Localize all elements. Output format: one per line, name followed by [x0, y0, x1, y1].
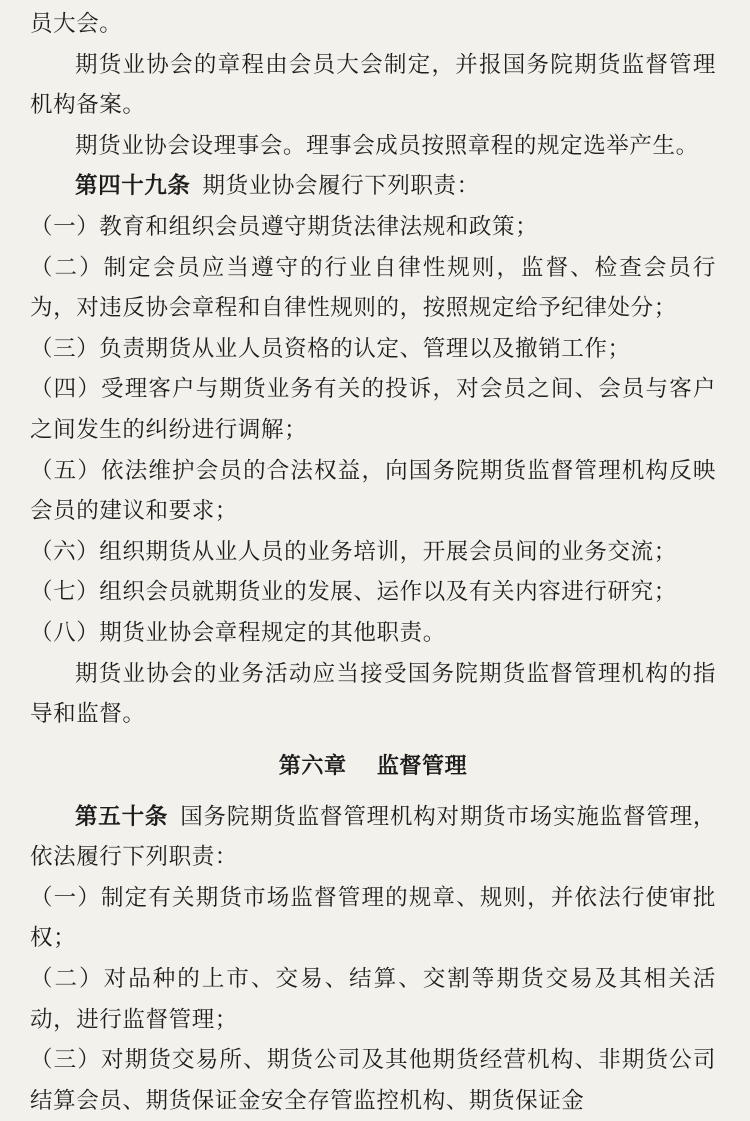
article-49-item-5: （五）依法维护会员的合法权益，向国务院期货监督管理机构反映会员的建议和要求； [30, 457, 716, 525]
article-49-item-4: （四）受理客户与期货业务有关的投诉，对会员之间、会员与客户之间发生的纠纷进行调解； [30, 376, 716, 443]
article-49-item-2: （二）制定会员应当遵守的行业自律性规则，监督、检查会员行为，对违反协会章程和自律性规则的，按照规定给予纪律处分； [30, 254, 716, 322]
paragraph-continuation: 员大会。 [30, 11, 123, 37]
chapter-heading: 第六章 监督管理 [278, 753, 468, 779]
article-50-item-3: （三）对期货交易所、期货公司及其他期货经营机构、非期货公司结算会员、期货保证金安全存管监控机构、期货保证金 [30, 1047, 716, 1114]
article-50-heading [30, 797, 716, 878]
article-50-item-1: （一）制定有关期货市场监督管理的规章、规则，并依法行使审批权； [30, 884, 716, 952]
article-49-text: 期货业协会履行下列职责： [202, 173, 480, 200]
paragraph-council: 期货业协会设理事会。理事会成员按照章程的规定选举产生。 [75, 132, 699, 159]
article-49-heading [30, 166, 716, 207]
article-49-item-3: （三）负责期货从业人员资格的认定、管理以及撤销工作； [30, 335, 631, 362]
article-49-item-8: （八）期货业协会章程规定的其他职责。 [30, 619, 446, 646]
article-49-number: 第四十九条 [75, 173, 191, 200]
article-50-number: 第五十条 [75, 803, 169, 830]
paragraph-charter: 期货业协会的章程由会员大会制定，并报国务院期货监督管理机构备案。 [30, 51, 716, 119]
article-50-text: 国务院期货监督管理机构对期货市场实施监督管理，依法履行下列职责： [30, 803, 716, 871]
article-49-item-7: （七）组织会员就期货业的发展、运作以及有关内容进行研究； [30, 579, 677, 606]
article-50-item-2: （二）对品种的上市、交易、结算、交割等期货交易及其相关活动，进行监督管理； [30, 966, 716, 1033]
article-49-item-6: （六）组织期货从业人员的业务培训，开展会员间的业务交流； [30, 538, 677, 565]
article-49-closing: 期货业协会的业务活动应当接受国务院期货监督管理机构的指导和监督。 [30, 660, 716, 728]
article-49-item-1: （一）教育和组织会员遵守期货法律法规和政策； [30, 213, 539, 240]
